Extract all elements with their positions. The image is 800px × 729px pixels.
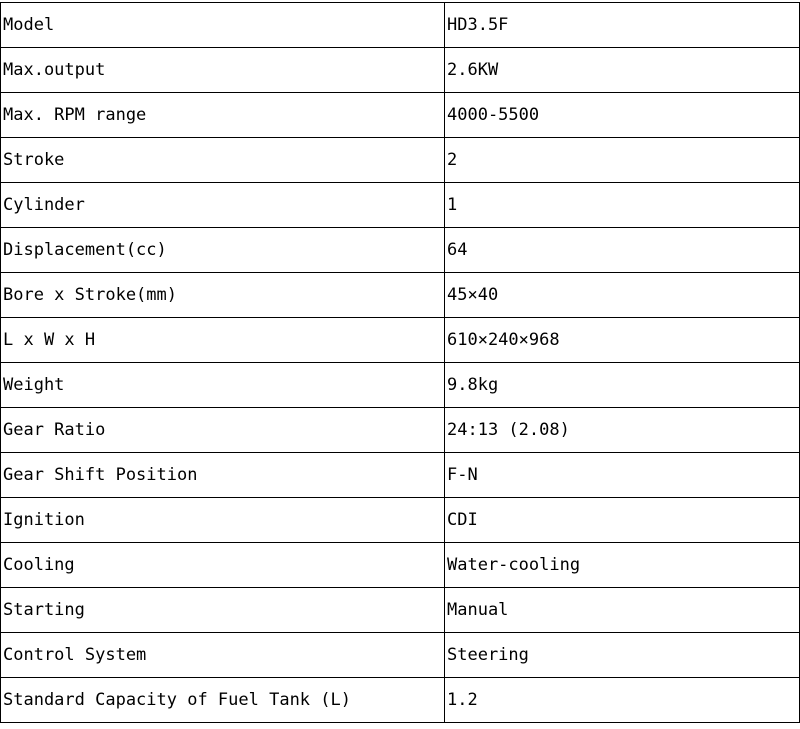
spec-label: Ignition [1, 498, 445, 543]
spec-label: Stroke [1, 138, 445, 183]
spec-value: F-N [445, 453, 800, 498]
table-row [1, 498, 800, 543]
spec-table-body [1, 3, 800, 723]
spec-label: Model [1, 3, 445, 48]
spec-value: 9.8kg [445, 363, 800, 408]
spec-label: Cooling [1, 543, 445, 588]
spec-value: 1.2 [445, 678, 800, 723]
table-row [1, 228, 800, 273]
spec-label: Displacement(cc) [1, 228, 445, 273]
table-row [1, 633, 800, 678]
table-row [1, 3, 800, 48]
spec-value: 45×40 [445, 273, 800, 318]
spec-label: Max. RPM range [1, 93, 445, 138]
spec-value: 2 [445, 138, 800, 183]
table-row [1, 678, 800, 723]
table-row [1, 588, 800, 633]
spec-label: Bore x Stroke(mm) [1, 273, 445, 318]
spec-label: Max.output [1, 48, 445, 93]
table-row [1, 408, 800, 453]
table-row [1, 363, 800, 408]
spec-value: 1 [445, 183, 800, 228]
spec-label: Gear Shift Position [1, 453, 445, 498]
spec-label: L x W x H [1, 318, 445, 363]
spec-label: Starting [1, 588, 445, 633]
spec-label: Weight [1, 363, 445, 408]
spec-value: Water-cooling [445, 543, 800, 588]
spec-value: 24:13 (2.08) [445, 408, 800, 453]
spec-value: 4000-5500 [445, 93, 800, 138]
table-row [1, 273, 800, 318]
spec-value: CDI [445, 498, 800, 543]
table-row [1, 543, 800, 588]
spec-value: 2.6KW [445, 48, 800, 93]
spec-value: 64 [445, 228, 800, 273]
table-row [1, 318, 800, 363]
table-row [1, 138, 800, 183]
table-row [1, 183, 800, 228]
spec-table [0, 2, 800, 723]
spec-label: Cylinder [1, 183, 445, 228]
spec-value: Manual [445, 588, 800, 633]
spec-label: Standard Capacity of Fuel Tank (L) [1, 678, 445, 723]
spec-label: Control System [1, 633, 445, 678]
table-row [1, 93, 800, 138]
spec-value: HD3.5F [445, 3, 800, 48]
table-row [1, 453, 800, 498]
spec-value: Steering [445, 633, 800, 678]
table-row [1, 48, 800, 93]
spec-value: 610×240×968 [445, 318, 800, 363]
spec-label: Gear Ratio [1, 408, 445, 453]
